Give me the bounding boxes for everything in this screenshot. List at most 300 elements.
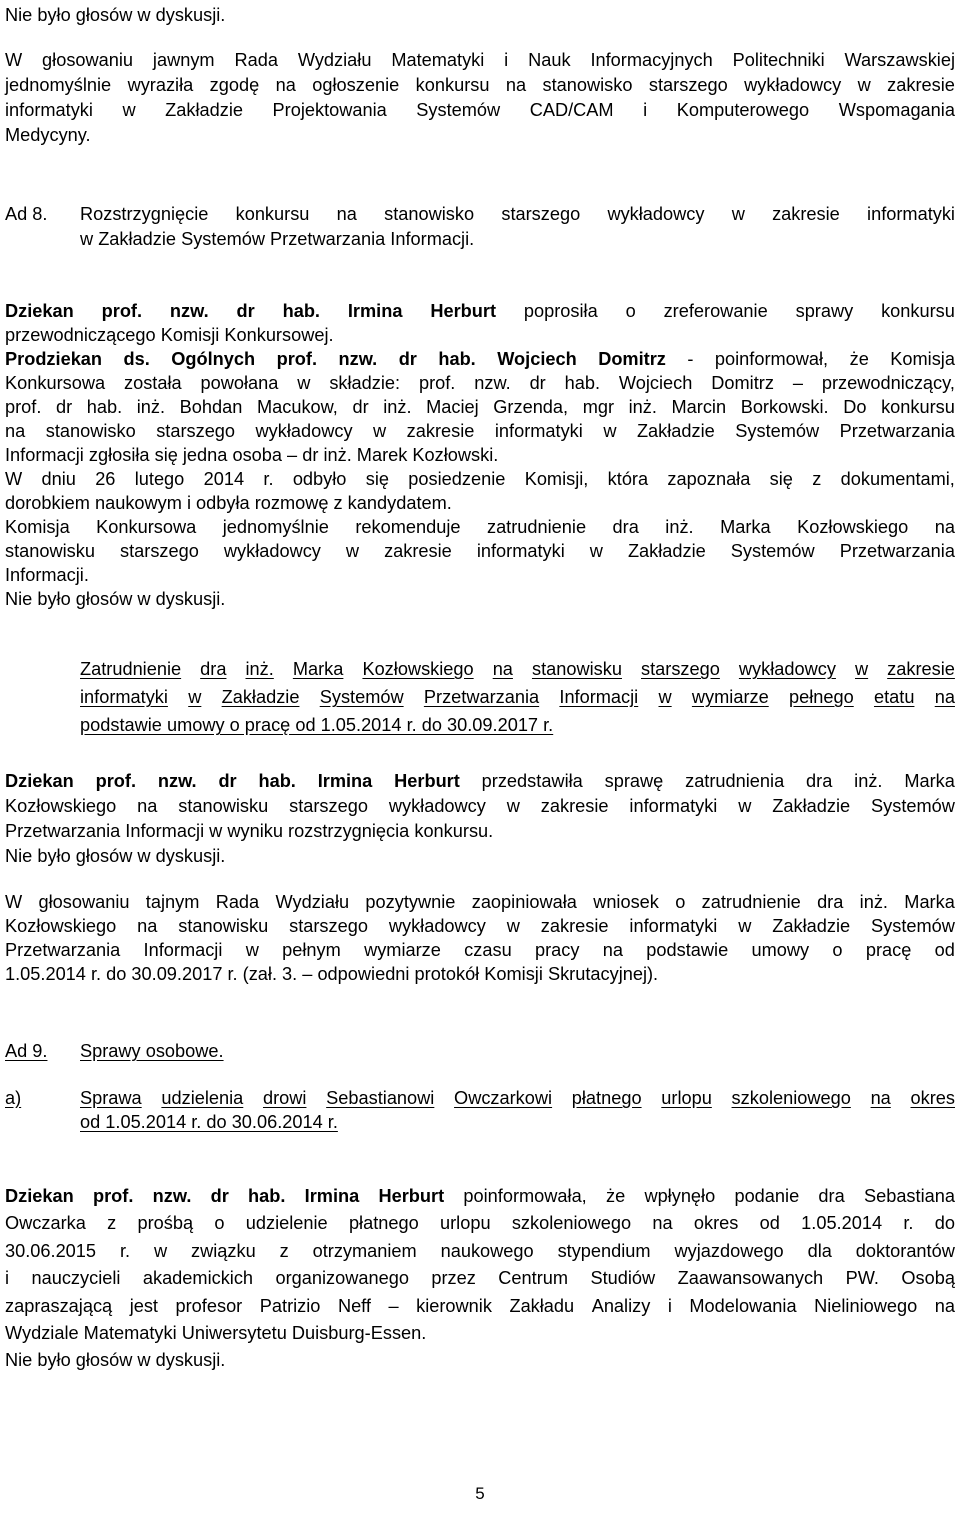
word: okres: [910, 1088, 955, 1108]
word: 26: [95, 469, 116, 489]
word: zapoznała: [667, 469, 751, 489]
paragraph-line: [5, 372, 955, 394]
word: zakresie: [887, 75, 955, 95]
word: prof.: [101, 301, 143, 321]
word: Kozłowskiego: [5, 796, 117, 816]
word: Owczarka: [5, 1213, 86, 1233]
word: informatyki: [867, 204, 955, 224]
word: jest: [129, 1296, 158, 1316]
word: PW.: [845, 1268, 879, 1288]
paragraph-line: [5, 795, 955, 817]
agenda-title-line: w Zakładzie Systemów Przetwarzania Informacji.: [80, 229, 475, 249]
word: na: [505, 75, 527, 95]
word: głosowaniu: [38, 892, 130, 912]
word: poinformował,: [714, 349, 829, 369]
word: zatrudnienie: [701, 892, 801, 912]
word: urlopu: [440, 1213, 491, 1233]
word: o: [832, 940, 843, 960]
word: prof.: [5, 397, 42, 417]
word: hab.: [258, 771, 296, 791]
word: 30.06.2015: [5, 1241, 97, 1261]
word: akademickich: [142, 1268, 254, 1288]
word: i: [504, 50, 509, 70]
word: zatrudnienie: [486, 517, 587, 537]
word: dra: [806, 771, 833, 791]
no-discussion-note: Nie było głosów w dyskusji.: [5, 589, 226, 609]
word: wykładowcy: [255, 421, 353, 441]
word: Zaawansowanych: [677, 1268, 824, 1288]
word: zakresie: [887, 659, 955, 679]
sub-item-title-line: od 1.05.2014 r. do 30.06.2014 r.: [80, 1112, 338, 1132]
word: Rada: [234, 50, 278, 70]
word: inż.: [859, 892, 888, 912]
word: w: [738, 796, 752, 816]
word: wykładowcy: [388, 916, 486, 936]
word: w: [603, 421, 617, 441]
word: inż.: [628, 397, 657, 417]
word: nauczycieli: [31, 1268, 121, 1288]
word: konkursu: [235, 204, 310, 224]
word: inż.: [665, 517, 694, 537]
word: Dziekan: [5, 301, 74, 321]
word: Bohdan: [179, 397, 243, 417]
word: pełnym: [282, 940, 341, 960]
word: W: [5, 50, 23, 70]
word: dla: [807, 1241, 832, 1261]
word: okres: [693, 1213, 739, 1233]
word: na: [934, 1296, 955, 1316]
word: na: [492, 659, 513, 679]
word: się: [769, 469, 793, 489]
word: starszego: [156, 421, 236, 441]
word: Owczarkowi: [454, 1088, 553, 1108]
word: pełnego: [788, 687, 854, 707]
word: w: [658, 687, 672, 707]
word: podstawie: [646, 940, 729, 960]
word: CAD/CAM: [529, 100, 614, 120]
word: Irmina: [304, 1186, 360, 1206]
word: Komisja: [890, 349, 955, 369]
word: Komisja: [5, 517, 70, 537]
agenda-title: Sprawy osobowe.: [80, 1041, 224, 1061]
paragraph-line: [5, 1240, 955, 1262]
word: zapraszającą: [5, 1296, 113, 1316]
word: na: [5, 421, 26, 441]
word: Komisji,: [524, 469, 589, 489]
word: Zakładzie: [772, 916, 851, 936]
paragraph-line: przewodniczącego Komisji Konkursowej.: [5, 325, 334, 345]
word: informatyki: [5, 100, 93, 120]
word: nzw.: [157, 771, 197, 791]
word: hab.: [564, 373, 601, 393]
word: hab.: [282, 301, 320, 321]
word: zakresie: [384, 541, 452, 561]
word: Analizy: [591, 1296, 651, 1316]
word: Wydziału: [297, 50, 372, 70]
word: w: [188, 687, 202, 707]
word: Marka: [904, 892, 955, 912]
word: poprosiła: [523, 301, 598, 321]
sub-item-letter: a): [5, 1088, 22, 1108]
word: o: [214, 1213, 225, 1233]
word: Zakładzie: [627, 541, 706, 561]
word: prośbą: [137, 1213, 194, 1233]
paragraph-line: Przetwarzania Informacji w wyniku rozstrzygnięcia konkursu.: [5, 821, 494, 841]
word: starszego: [648, 75, 728, 95]
word: nzw.: [152, 1186, 192, 1206]
word: prof.: [95, 771, 137, 791]
word: stanowisko: [384, 204, 475, 224]
word: dniu: [41, 469, 76, 489]
word: starszego: [501, 204, 581, 224]
word: z: [107, 1213, 117, 1233]
paragraph-line: [5, 516, 955, 538]
word: Herburt: [430, 301, 497, 321]
word: Centrum: [498, 1268, 569, 1288]
word: dr: [398, 349, 417, 369]
paragraph-line: [5, 915, 955, 937]
word: zaopiniowała: [471, 892, 577, 912]
word: inż.: [383, 397, 412, 417]
word: Patrizio: [259, 1296, 321, 1316]
word: w: [122, 100, 136, 120]
word: r.: [119, 1241, 131, 1261]
word: na: [137, 796, 158, 816]
word: w: [297, 373, 311, 393]
word: o: [675, 892, 686, 912]
word: wykładowcy: [738, 659, 836, 679]
word: wykładowcy: [607, 204, 705, 224]
word: Rozstrzygnięcie: [80, 204, 209, 224]
word: wymiarze: [364, 940, 441, 960]
word: związku: [191, 1241, 256, 1261]
word: o: [625, 301, 636, 321]
word: wyjazdowego: [674, 1241, 784, 1261]
word: Marka: [292, 659, 344, 679]
word: że: [605, 1186, 626, 1206]
paragraph-line: [5, 1212, 955, 1234]
word: prof.: [418, 373, 456, 393]
word: Wojciech: [497, 349, 577, 369]
word: Borkowski.: [740, 397, 829, 417]
word: stypendium: [557, 1241, 651, 1261]
word: na: [137, 916, 158, 936]
word: stanowisku: [5, 541, 95, 561]
word: dra: [200, 659, 227, 679]
word: dra: [818, 1186, 845, 1206]
word: sprawy: [795, 301, 854, 321]
word: hab.: [438, 349, 476, 369]
word: lutego: [134, 469, 185, 489]
word: w: [731, 204, 745, 224]
paragraph-line: Wydziale Matematyki Uniwersytetu Duisburg-Essen.: [5, 1323, 427, 1343]
word: konkursu: [881, 301, 955, 321]
paragraph-line: [5, 891, 955, 913]
word: mgr: [582, 397, 615, 417]
paragraph-line: [5, 1295, 955, 1317]
word: drowi: [262, 1088, 307, 1108]
word: pracę: [865, 940, 912, 960]
paragraph-line: [5, 770, 955, 792]
word: Systemów: [416, 100, 501, 120]
word: Konkursowa: [5, 373, 106, 393]
word: r.: [903, 1213, 914, 1233]
word: pozytywnie: [365, 892, 456, 912]
word: Domitrz: [711, 373, 774, 393]
word: Kozłowskiego: [5, 916, 117, 936]
word: Marka: [720, 517, 771, 537]
word: Systemów: [871, 796, 955, 816]
paragraph-line: Informacji zgłosiła się jedna osoba – dr inż. Marek Kozłowski.: [5, 445, 499, 465]
word: dra: [817, 892, 844, 912]
paragraph-line: [5, 74, 955, 96]
word: -: [687, 349, 694, 369]
word: poinformowała,: [463, 1186, 587, 1206]
word: sprawę: [604, 771, 664, 791]
word: Projektowania: [272, 100, 387, 120]
word: przez: [431, 1268, 476, 1288]
word: na: [336, 204, 357, 224]
word: tajnym: [145, 892, 200, 912]
word: zakresie: [540, 796, 609, 816]
word: w: [589, 541, 603, 561]
no-discussion-note: Nie było głosów w dyskusji.: [5, 1350, 226, 1370]
word: została: [123, 373, 182, 393]
word: doktorantów: [855, 1241, 955, 1261]
word: Studiów: [590, 1268, 656, 1288]
word: Sprawa: [80, 1088, 142, 1108]
word: Osobą: [901, 1268, 955, 1288]
word: Informacji: [559, 687, 639, 707]
word: z: [279, 1241, 289, 1261]
word: naukowego: [440, 1241, 534, 1261]
word: informatyki: [476, 541, 565, 561]
word: umowy: [751, 940, 810, 960]
paragraph-line: [5, 99, 955, 121]
word: starszego: [289, 916, 368, 936]
word: Zakładzie: [221, 687, 300, 707]
word: Matematyki: [391, 50, 485, 70]
word: w: [854, 659, 869, 679]
word: Przetwarzania: [839, 541, 955, 561]
word: inż.: [136, 397, 166, 417]
word: –: [388, 1296, 399, 1316]
paragraph-line: [5, 540, 955, 562]
word: Irmina: [317, 771, 373, 791]
paragraph-line: 1.05.2014 r. do 30.09.2017 r. (zał. 3. – odpowiedni protokół Komisji Skrutacyjnej).: [5, 964, 659, 984]
word: Zakładzie: [772, 796, 851, 816]
paragraph-line: [5, 1267, 955, 1289]
word: dr: [56, 397, 73, 417]
word: z: [812, 469, 822, 489]
word: stanowisku: [178, 796, 269, 816]
word: profesor: [175, 1296, 243, 1316]
word: w: [345, 541, 360, 561]
word: Kozłowskiego: [797, 517, 909, 537]
word: dra: [612, 517, 639, 537]
word: Systemów: [319, 687, 404, 707]
word: Systemów: [871, 916, 955, 936]
word: Systemów: [730, 541, 815, 561]
word: Macukow,: [256, 397, 338, 417]
word: Herburt: [378, 1186, 445, 1206]
word: stanowisku: [178, 916, 269, 936]
word: w: [153, 1241, 168, 1261]
word: Przetwarzania: [5, 940, 121, 960]
paragraph-line: [5, 939, 955, 961]
word: ogłoszenie: [312, 75, 400, 95]
word: Modelowania: [689, 1296, 797, 1316]
word: posiedzenie: [408, 469, 506, 489]
paragraph-line: [5, 468, 955, 490]
word: która: [607, 469, 649, 489]
word: na: [934, 687, 955, 707]
word: podanie: [734, 1186, 800, 1206]
word: konkursu: [881, 397, 955, 417]
word: Dziekan: [5, 1186, 74, 1206]
word: wniosek: [593, 892, 659, 912]
word: Grzenda,: [493, 397, 569, 417]
word: wykładowcy: [744, 75, 842, 95]
word: Herburt: [394, 771, 460, 791]
word: konkursu: [415, 75, 490, 95]
word: płatnego: [571, 1088, 642, 1108]
word: jawnym: [152, 50, 215, 70]
word: hab.: [248, 1186, 286, 1206]
paragraph-line: Medycyny.: [5, 125, 91, 145]
word: odbyło: [292, 469, 347, 489]
word: na: [275, 75, 296, 95]
paragraph-line: [5, 300, 955, 322]
word: stanowisku: [531, 659, 622, 679]
word: na: [870, 1088, 891, 1108]
word: się: [365, 469, 389, 489]
word: w: [506, 796, 520, 816]
word: Komputerowego: [676, 100, 810, 120]
word: hab.: [86, 397, 123, 417]
word: Przetwarzania: [839, 421, 955, 441]
word: Maciej: [426, 397, 479, 417]
word: Sebastianowi: [326, 1088, 435, 1108]
word: organizowanego: [275, 1268, 409, 1288]
word: dr: [352, 397, 369, 417]
paragraph-line: [5, 1185, 955, 1207]
word: prof.: [276, 349, 318, 369]
word: głosowaniu: [42, 50, 134, 70]
word: do: [934, 1213, 955, 1233]
word: zakresie: [540, 916, 609, 936]
word: Zakładzie: [165, 100, 243, 120]
word: W: [5, 892, 23, 912]
word: zakresie: [772, 204, 840, 224]
word: Zakładzie: [636, 421, 715, 441]
word: nzw.: [169, 301, 209, 321]
word: Konkursowa: [96, 517, 197, 537]
word: szkoleniowego: [511, 1213, 632, 1233]
paragraph-line: Informacji.: [5, 565, 89, 585]
word: Systemów: [735, 421, 820, 441]
word: nzw.: [474, 373, 511, 393]
word: urlopu: [661, 1088, 712, 1108]
word: prof.: [92, 1186, 134, 1206]
agenda-number: Ad 9.: [5, 1041, 48, 1061]
word: zatrudnienia: [685, 771, 785, 791]
word: Zakładu: [509, 1296, 575, 1316]
paragraph-line: [5, 49, 955, 71]
word: starszego: [641, 659, 720, 679]
word: składzie:: [329, 373, 401, 393]
resolution-title-line: [80, 658, 955, 680]
resolution-title-line: podstawie umowy o pracę od 1.05.2014 r. do 30.09.2017 r.: [80, 715, 554, 735]
word: Nauk: [528, 50, 571, 70]
word: zakresie: [406, 421, 475, 441]
word: Kozłowskiego: [362, 659, 474, 679]
word: i: [667, 1296, 672, 1316]
word: etatu: [873, 687, 915, 707]
word: informatyki: [629, 796, 718, 816]
word: w: [857, 75, 871, 95]
word: Domitrz: [598, 349, 666, 369]
word: w: [373, 421, 387, 441]
word: na: [602, 940, 623, 960]
word: Rada: [215, 892, 260, 912]
word: 2014: [203, 469, 245, 489]
word: Nieliniowego: [814, 1296, 918, 1316]
word: dr: [529, 373, 546, 393]
word: że: [849, 349, 869, 369]
word: Dziekan: [5, 771, 74, 791]
word: Wydziału: [275, 892, 350, 912]
word: wyraziła: [127, 75, 194, 95]
word: Informacyjnych: [590, 50, 713, 70]
page-number: 5: [475, 1484, 485, 1503]
no-discussion-note: Nie było głosów w dyskusji.: [5, 5, 226, 25]
word: Prodziekan: [5, 349, 103, 369]
word: zgodę: [209, 75, 260, 95]
word: na: [652, 1213, 673, 1233]
word: kierownik: [416, 1296, 492, 1316]
word: i: [643, 100, 648, 120]
word: rekomenduje: [355, 517, 461, 537]
word: Marcin: [671, 397, 727, 417]
agenda-number: Ad 8.: [5, 204, 48, 224]
word: wpłynęło: [644, 1186, 716, 1206]
word: w: [506, 916, 520, 936]
word: informatyki: [80, 687, 168, 707]
word: inż.: [245, 659, 274, 679]
word: w: [245, 940, 259, 960]
word: w: [738, 916, 752, 936]
word: udzielenie: [245, 1213, 328, 1233]
resolution-title-line: [80, 686, 955, 708]
word: i: [5, 1268, 10, 1288]
word: ds.: [123, 349, 150, 369]
word: dr: [236, 301, 255, 321]
word: 1.05.2014: [801, 1213, 883, 1233]
word: otrzymaniem: [312, 1241, 417, 1261]
paragraph-line: [5, 396, 955, 418]
word: od: [759, 1213, 780, 1233]
paragraph-line: [5, 420, 955, 442]
word: Irmina: [347, 301, 403, 321]
word: zreferowanie: [663, 301, 768, 321]
word: informatyki: [494, 421, 583, 441]
word: stanowisko: [542, 75, 633, 95]
no-discussion-note: Nie było głosów w dyskusji.: [5, 846, 226, 866]
word: przedstawiła: [481, 771, 583, 791]
word: Wojciech: [618, 373, 693, 393]
word: wymiarze: [691, 687, 769, 707]
